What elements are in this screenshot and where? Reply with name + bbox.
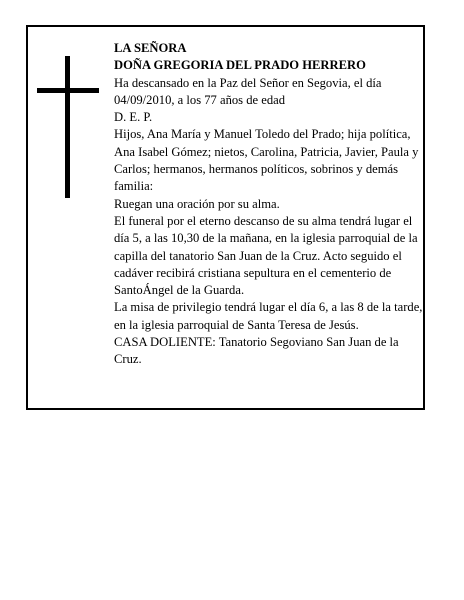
cross-horizontal-bar xyxy=(37,88,99,93)
family-list: Hijos, Ana María y Manuel Toledo del Prado; hija política, Ana Isabel Gómez; nietos, Carolina, Patricia, Javier, Paula y Carlos; hermanos, hermanos políticos, sobrinos y demás familia: xyxy=(114,127,419,194)
prayer-request: Ruegan una oración por su alma. xyxy=(114,196,280,211)
funeral-details: El funeral por el eterno descanso de su alma tendrá lugar el día 5, a las 10,30 de la mañana, en la iglesia parroquial de la capilla del tanatorio San Juan de la Cruz. Acto seguido el cadáver recibirá cristiana sepultura en el cementerio de SantoÁngel de la Guarda. xyxy=(114,213,418,298)
death-announcement: Ha descansado en la Paz del Señor en Segovia, el día 04/09/2010, a los 77 años de edad xyxy=(114,75,382,107)
mass-details: La misa de privilegio tendrá lugar el día 6, a las 8 de la tarde, en la iglesia parroquial de Santa Teresa de Jesús. xyxy=(114,300,423,332)
cross-icon xyxy=(37,56,99,198)
deceased-name: DOÑA GREGORIA DEL PRADO HERRERO xyxy=(114,58,366,73)
rip-line: D. E. P. xyxy=(114,110,153,125)
obituary-title: LA SEÑORA xyxy=(114,41,187,55)
obituary-notice xyxy=(26,25,425,410)
obituary-text xyxy=(114,40,424,369)
mourning-house: CASA DOLIENTE: Tanatorio Segoviano San Juan de la Cruz. xyxy=(114,335,399,367)
cross-vertical-bar xyxy=(65,56,70,198)
